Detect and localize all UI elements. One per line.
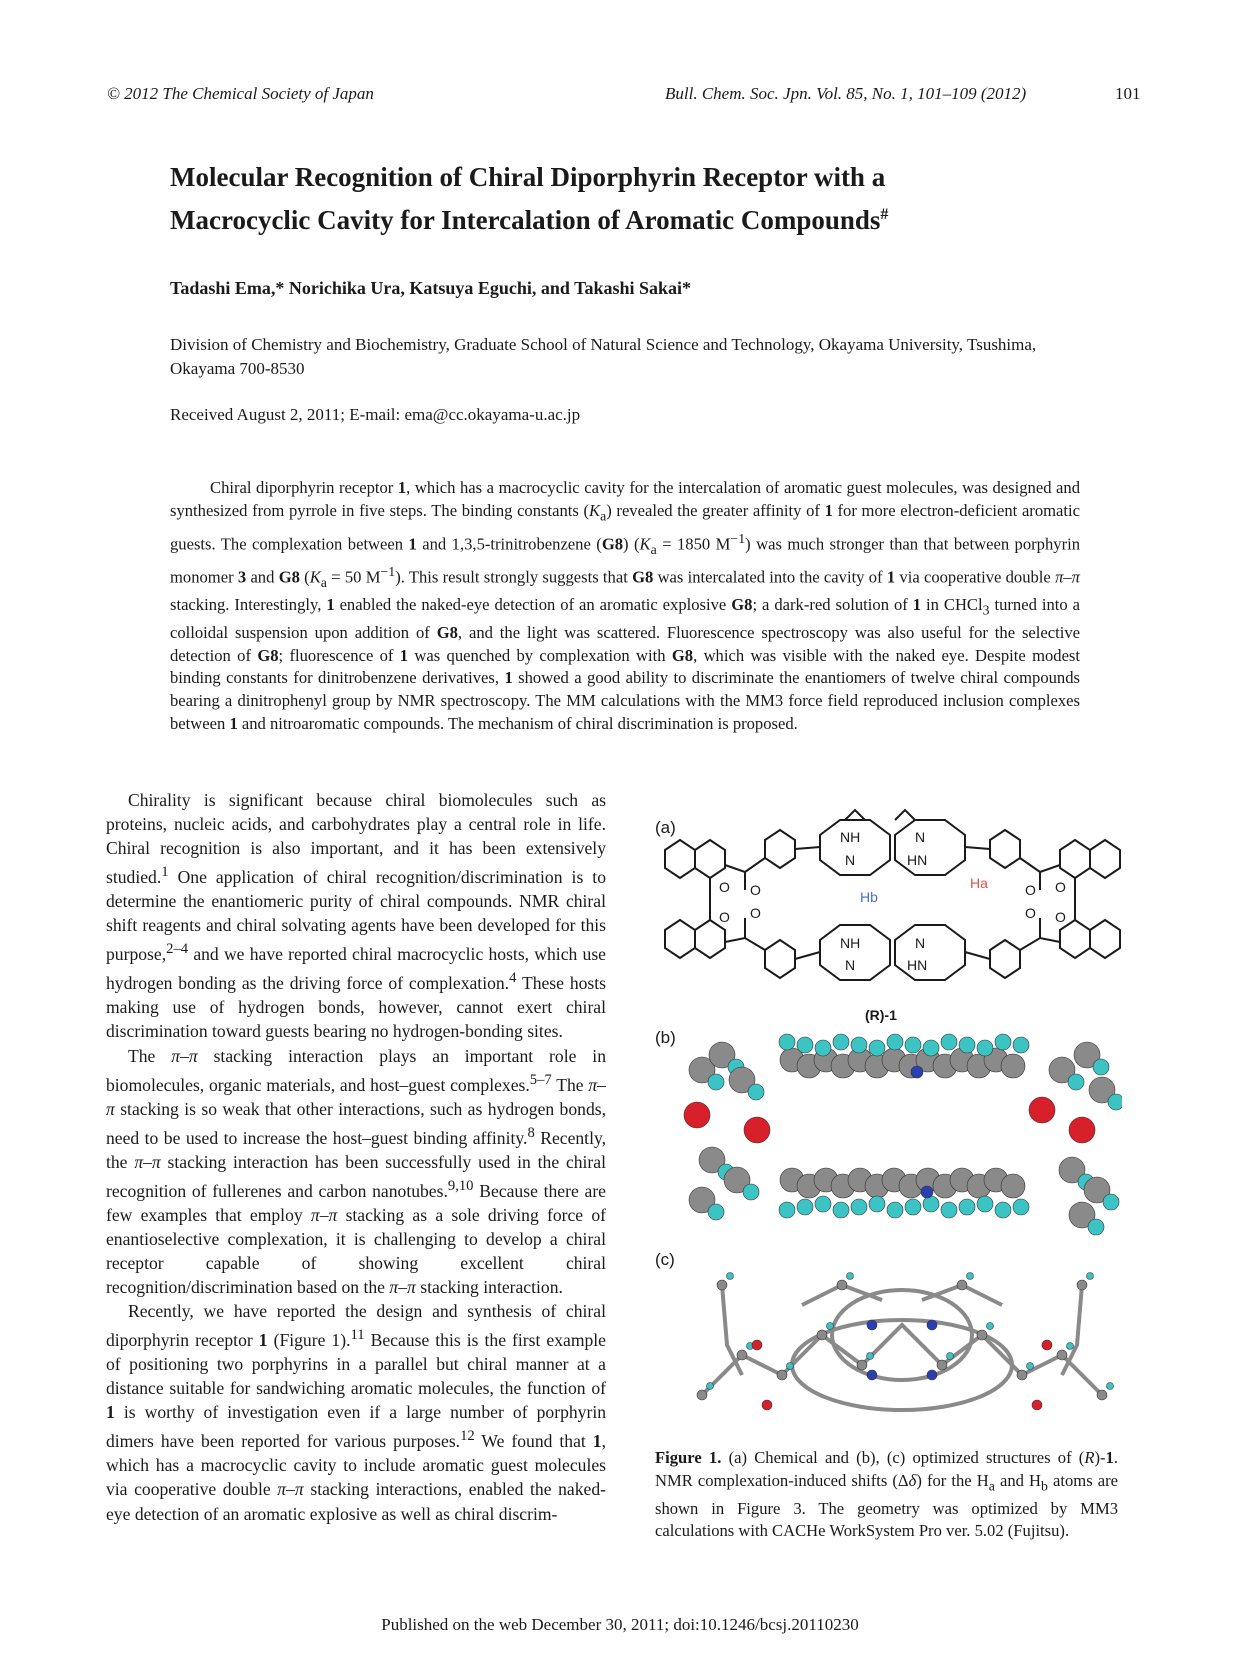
hydrogen-atom — [833, 1034, 849, 1050]
oxygen-atom — [744, 1117, 770, 1143]
ball-and-stick-atoms — [697, 1273, 1114, 1411]
hydrogen-atom — [905, 1037, 921, 1053]
hydrogen-atom — [787, 1363, 794, 1370]
hydrogen-atom — [815, 1040, 831, 1056]
compound-label: (R)-1 — [865, 1007, 897, 1023]
hydrogen-atom — [708, 1074, 724, 1090]
carbon-atom — [857, 1360, 867, 1370]
hydrogen-atom — [905, 1199, 921, 1215]
atom-o-3: O — [719, 909, 730, 925]
atom-ha-label: Ha — [970, 875, 988, 891]
hydrogen-atom — [851, 1199, 867, 1215]
figure-caption-label: Figure 1. — [655, 1448, 722, 1467]
carbon-atom — [1001, 1054, 1025, 1078]
carbon-atom — [1001, 1174, 1025, 1198]
body-paragraph-3: Recently, we have reported the design and synthesis of chiral diporphyrin receptor 1 (Figure 1).$^{11}$ Because this is the first example of positioning two porphyrins in a parallel but chiral manner at a distance suitable for sandwiching aromatic molecules, the function of 1 is worthy of investigation even if a large number of porphyrin dimers have been reported for various purposes.$^{12}$ We found that 1, which has a macrocyclic cavity to include aromatic guest molecules via cooperative double π–π stacking interactions, enabled the naked-eye detection of an aromatic explosive as well as chiral discrim- — [106, 1301, 606, 1524]
carbon-atom — [837, 1280, 847, 1290]
hydrogen-atom — [977, 1196, 993, 1212]
carbon-atom — [1077, 1280, 1087, 1290]
hydrogen-atom — [797, 1199, 813, 1215]
carbon-atom — [957, 1280, 967, 1290]
hydrogen-atom — [947, 1353, 954, 1360]
oxygen-atom — [762, 1400, 772, 1410]
oxygen-atom — [684, 1102, 710, 1128]
hydrogen-atom — [847, 1273, 854, 1280]
hydrogen-atom — [827, 1323, 834, 1330]
figure-caption: Figure 1. (a) Chemical and (b), (c) optimized structures of (R)-1. NMR complexation-induced shifts (Δδ) for the $H_a$ and $H_b$ atoms are shown in Figure 3. The geometry was optimized by MM3 calculations with CACHe WorkSystem Pro ver. 5.02 (Fujitsu). — [655, 1448, 1118, 1541]
nitrogen-atom — [927, 1320, 937, 1330]
oxygen-atom — [1032, 1400, 1042, 1410]
hydrogen-atom — [887, 1034, 903, 1050]
hydrogen-atom — [959, 1199, 975, 1215]
oxygen-atom — [1069, 1117, 1095, 1143]
oxygen-atom — [1042, 1340, 1052, 1350]
space-filling-atoms — [684, 1034, 1122, 1235]
hydrogen-atom — [941, 1202, 957, 1218]
hydrogen-atom — [779, 1034, 795, 1050]
hydrogen-atom — [1068, 1074, 1084, 1090]
nitrogen-atom — [921, 1186, 933, 1198]
hydrogen-atom — [995, 1202, 1011, 1218]
atom-o-2: O — [750, 882, 761, 898]
hydrogen-atom — [995, 1034, 1011, 1050]
hydrogen-atom — [708, 1204, 724, 1220]
affiliation: Division of Chemistry and Biochemistry, Graduate School of Natural Science and Technology, Okayama University, Tsushima, Okayama 700-8530 — [170, 335, 1037, 378]
atom-o-6: O — [1055, 879, 1066, 895]
carbon-atom — [817, 1330, 827, 1340]
hydrogen-atom — [923, 1196, 939, 1212]
carbon-atom — [937, 1360, 947, 1370]
hydrogen-atom — [869, 1040, 885, 1056]
running-header-journal: Bull. Chem. Soc. Jpn. Vol. 85, No. 1, 101–109 (2012) — [665, 84, 1027, 103]
hydrogen-atom — [977, 1040, 993, 1056]
hydrogen-atom — [869, 1196, 885, 1212]
hydrogen-atom — [867, 1353, 874, 1360]
oxygen-atom — [752, 1340, 762, 1350]
atom-o-4: O — [750, 905, 761, 921]
hydrogen-atom — [923, 1040, 939, 1056]
hydrogen-atom — [815, 1196, 831, 1212]
atom-n-bottom: N — [915, 935, 926, 951]
hydrogen-atom — [1107, 1383, 1114, 1390]
atom-nh-top: NH — [840, 829, 861, 845]
hydrogen-atom — [887, 1202, 903, 1218]
hydrogen-atom — [707, 1383, 714, 1390]
atom-o-1: O — [719, 879, 730, 895]
received-line: Received August 2, 2011; E-mail: ema@cc.okayama-u.ac.jp — [170, 405, 581, 424]
panel-b-label: (b) — [655, 1028, 676, 1047]
body-column-left — [106, 788, 606, 1526]
hydrogen-atom — [743, 1184, 759, 1200]
hydrogen-atom — [967, 1273, 974, 1280]
hydrogen-atom — [1087, 1273, 1094, 1280]
panel-c-label: (c) — [655, 1250, 675, 1269]
title-line-2: Macrocyclic Cavity for Intercalation of Aromatic Compounds — [170, 205, 881, 235]
hydrogen-atom — [748, 1084, 764, 1100]
atom-n-bottom-2: N — [845, 957, 856, 973]
hydrogen-atom — [779, 1202, 795, 1218]
chemical-structure-diagram — [645, 800, 1125, 1030]
hydrogen-atom — [797, 1037, 813, 1053]
author-list: Tadashi Ema,* Norichika Ura, Katsuya Eguchi, and Takashi Sakai* — [170, 278, 691, 298]
hydrogen-atom — [1108, 1094, 1122, 1110]
hydrogen-atom — [1088, 1219, 1104, 1235]
hydrogen-atom — [727, 1273, 734, 1280]
carbon-atom — [1057, 1350, 1067, 1360]
hydrogen-atom — [1093, 1059, 1109, 1075]
running-header-copyright: © 2012 The Chemical Society of Japan — [107, 84, 374, 103]
oxygen-atom — [1029, 1097, 1055, 1123]
atom-hn-top: HN — [907, 852, 928, 868]
atom-o-7: O — [1025, 905, 1036, 921]
nitrogen-atom — [911, 1066, 923, 1078]
carbon-atom — [977, 1330, 987, 1340]
atom-o-8: O — [1055, 909, 1066, 925]
carbon-atom — [737, 1350, 747, 1360]
carbon-atom — [697, 1390, 707, 1400]
carbon-atom — [777, 1370, 787, 1380]
page-footer: Published on the web December 30, 2011; doi:10.1246/bcsj.20110230 — [381, 1615, 859, 1634]
atom-hn-bottom: HN — [907, 957, 928, 973]
hydrogen-atom — [851, 1037, 867, 1053]
hydrogen-atom — [1013, 1037, 1029, 1053]
ball-and-stick-model — [682, 1245, 1122, 1430]
panel-a-label: (a) — [655, 818, 676, 837]
article-title — [170, 158, 1120, 239]
hydrogen-atom — [987, 1323, 994, 1330]
title-line-1: Molecular Recognition of Chiral Diporphyrin Receptor with a — [170, 162, 886, 192]
carbon-atom — [1017, 1370, 1027, 1380]
atom-n-top-2: N — [845, 852, 856, 868]
nitrogen-atom — [867, 1370, 877, 1380]
hydrogen-atom — [959, 1037, 975, 1053]
atom-nh-bottom: NH — [840, 935, 861, 951]
atom-o-5: O — [1025, 882, 1036, 898]
hydrogen-atom — [1067, 1343, 1074, 1350]
nitrogen-atom — [867, 1320, 877, 1330]
hydrogen-atom — [833, 1202, 849, 1218]
hydrogen-atom — [941, 1034, 957, 1050]
title-footnote-mark: # — [880, 206, 889, 223]
atom-hb-label: Hb — [860, 889, 878, 905]
atom-n-top: N — [915, 829, 926, 845]
body-paragraph-2: The π–π stacking interaction plays an important role in biomolecules, organic materials, and host–guest complexes.$^{5-7}$ The π–π stacking is so weak that other interactions, such as hydrogen bonds, need to be used to increase the host–guest binding affinity.$^8$ Recently, the π–π stacking interaction has been successfully used in the chiral recognition of fullerenes and carbon nanotubes.$^{9,10}$ Because there are few examples that employ π–π stacking as a sole driving force of enantioselective complexation, it is challenging to develop a chiral receptor capable of showing excellent chiral recognition/discrimination based on the π–π stacking interaction. — [106, 1045, 607, 1297]
carbon-atom — [717, 1280, 727, 1290]
hydrogen-atom — [1103, 1194, 1119, 1210]
carbon-atom — [1097, 1390, 1107, 1400]
nitrogen-atom — [927, 1370, 937, 1380]
space-filling-model — [682, 1030, 1122, 1240]
hydrogen-atom — [1027, 1363, 1034, 1370]
body-paragraph-1: Chirality is significant because chiral biomolecules such as proteins, nucleic acids, and carbohydrates play a central role in life. Chiral recognition is also important, and it has been extensively studied.$^1$ One application of chiral recognition/discrimination is to determine the enantiomeric purity of chiral compounds. NMR chiral shift reagents and chiral solvating agents have been developed for this purpose,$^{2-4}$ and we have reported chiral macrocyclic hosts, which use hydrogen bonding as the driving force of complexation.$^4$ These hosts making use of hydrogen bonds, however, cannot exert chiral discrimination toward guests bearing no hydrogen-bonding sites. — [106, 790, 606, 1042]
page-number: 101 — [1115, 84, 1141, 103]
abstract: Chiral diporphyrin receptor 1, which has a macrocyclic cavity for the intercalation of aromatic guest molecules, was designed and synthesized from pyrrole in five steps. The binding constants $(K_a)$ revealed the greater affinity of 1 for more electron-deficient aromatic guests. The complexation between 1 and 1,3,5-trinitrobenzene (G8) ($K_a = 1850$ $M^{-1}$) was much stronger than that between porphyrin monomer 3 and G8 ($K_a = 50$ $M^{-1}$). This result strongly suggests that G8 was intercalated into the cavity of 1 via cooperative double π–π stacking. Interestingly, 1 enabled the naked-eye detection of an aromatic explosive G8; a dark-red solution of 1 in CHCl$_3$ turned into a colloidal suspension upon addition of G8, and the light was scattered. Fluorescence spectroscopy was also useful for the selective detection of G8; fluorescence of 1 was quenched by complexation with G8, which was visible with the naked eye. Despite modest binding constants for dinitrobenzene derivatives, 1 showed a good ability to discriminate the enantiomers of twelve chiral compounds bearing a dinitrophenyl group by NMR spectroscopy. The MM calculations with the MM3 force field reproduced inclusion complexes between 1 and nitroaromatic compounds. The mechanism of chiral discrimination is proposed. — [170, 478, 1081, 733]
hydrogen-atom — [1013, 1199, 1029, 1215]
